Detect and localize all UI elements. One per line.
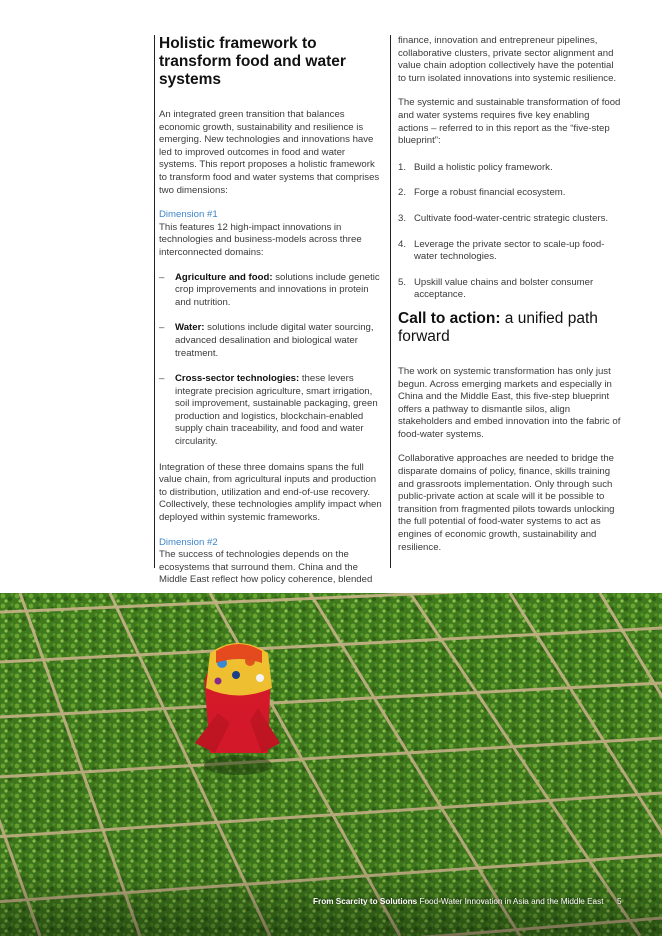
left-column — [159, 35, 383, 599]
domain-label: Cross-sector technologies: — [175, 373, 300, 385]
dash-bullet: – — [159, 271, 165, 283]
dash-bullet: – — [159, 373, 165, 385]
footer-title-rest: Food-Water Innovation in Asia and the Middle East — [417, 897, 604, 906]
list-item — [398, 239, 622, 264]
page-number: 5 — [617, 897, 622, 906]
step-text: Forge a robust financial ecosystem. — [414, 187, 566, 199]
list-item — [398, 213, 622, 226]
step-text: Build a holistic policy framework. — [414, 161, 553, 173]
dimension-1-text: This features 12 high-impact innovations in technologies and business-models across three interconnected domains: — [159, 221, 362, 258]
list-item — [398, 187, 622, 200]
domain-text: these levers integrate precision agriculture, smart irrigation, soil improvement, sustainable packaging, green production and logistics, blockchain-enabled supply chain traceability, and food and water circularity. — [175, 373, 378, 448]
list-item — [159, 373, 383, 449]
right-column-rule — [390, 35, 391, 568]
domain-label: Water: — [175, 322, 205, 334]
cta-heading-bold: Call to action: — [398, 309, 501, 327]
domain-label: Agriculture and food: — [175, 271, 273, 283]
cta-paragraph-1: The work on systemic transformation has only just begun. Across emerging markets and especially in China and the Middle East, this five-step blueprint offers a pathway to dismantle silos, align stakeholders and embed innovation into the fabric of food-water systems. — [398, 365, 621, 440]
integration-paragraph: Integration of these three domains spans the full value chain, from agricultural inputs and production to distribution, utilization and end-of-use recovery. Collectively, these technologies amplify impact when deployed within systemic frameworks. — [159, 461, 382, 524]
list-item — [159, 272, 383, 310]
list-item — [398, 277, 622, 302]
five-step-intro: The systemic and sustainable transformation of food and water systems requires five key enabling actions – referred to in this report as the “five-step blueprint”: — [398, 97, 621, 147]
step-text: Cultivate food-water-centric strategic clusters. — [414, 212, 609, 224]
footer-report-title — [313, 897, 603, 906]
dash-bullet: – — [159, 322, 165, 334]
intro-paragraph: An integrated green transition that balances economic growth, sustainability and resilience is emerging. New technologies and innovations have led to improved outcomes in food and water systems. This report proposes a holistic framework to transform food and water systems that comprises two dimensions: — [159, 109, 380, 196]
step-text: Upskill value chains and bolster consumer acceptance. — [414, 276, 594, 301]
left-column-rule — [154, 35, 155, 568]
cta-heading-rest: a unified path forward — [398, 309, 598, 345]
domain-text: solutions include genetic crop improvements and innovations in protein and nutrition. — [175, 271, 380, 308]
step-text: Leverage the private sector to scale-up food-water technologies. — [414, 238, 605, 263]
list-item — [159, 322, 383, 360]
step-number: 4. — [398, 238, 407, 250]
call-to-action-heading — [398, 310, 622, 346]
five-step-list — [398, 162, 622, 302]
domain-text: solutions include digital water sourcing, advanced desalination and biological water treatment. — [175, 322, 374, 359]
dimension-2-title: Dimension #2 — [159, 536, 218, 548]
dimension-2-text: The success of technologies depends on the ecosystems that surround them. China and the Middle East reflect how policy coherence, blended — [159, 549, 373, 586]
dimension-1-title: Dimension #1 — [159, 209, 218, 221]
continuation-paragraph: finance, innovation and entrepreneur pipelines, collaborative clusters, private sector alignment and value chain adoption collectively have the potential to turn isolated innovations into systemic resilience. — [398, 35, 617, 84]
domain-list — [159, 272, 383, 449]
list-item — [398, 162, 622, 175]
step-number: 2. — [398, 187, 407, 199]
footer-title-bold: From Scarcity to Solutions — [313, 897, 418, 906]
step-number: 3. — [398, 212, 407, 224]
tea-field-photo — [0, 593, 662, 936]
step-number: 1. — [398, 161, 407, 173]
right-column — [398, 35, 622, 566]
cta-paragraph-2: Collaborative approaches are needed to bridge the disparate domains of policy, finance, skills training and grassroots implementation. Only through such public-private action at scale will it be possible to transition from fragmented pilots towards unlocking the full potential of food-water systems to act as engines of economic growth, sustainability and resilience. — [398, 453, 615, 553]
section-heading: Holistic framework to transform food and water systems — [159, 35, 346, 88]
step-number: 5. — [398, 276, 407, 288]
